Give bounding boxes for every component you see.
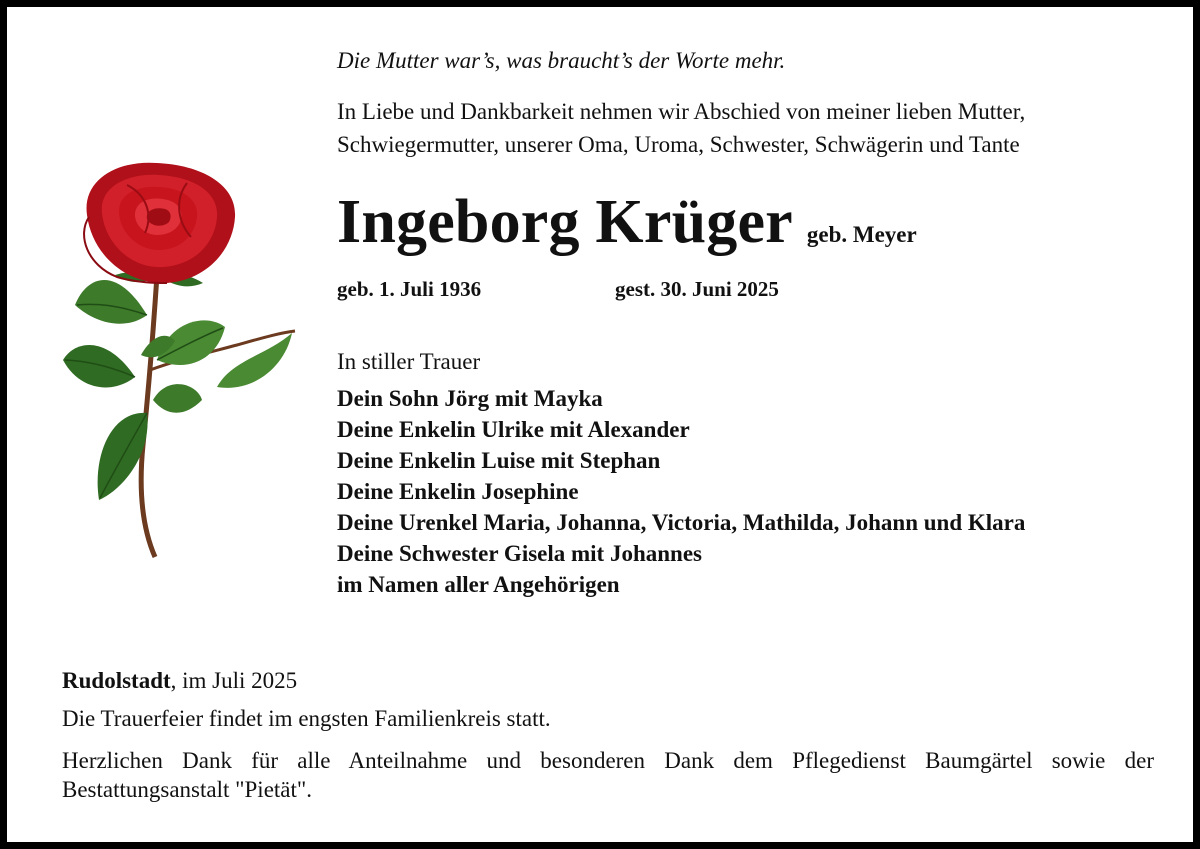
place-date (62, 666, 1154, 696)
mourners-list (337, 383, 1177, 600)
red-rose-image (57, 155, 299, 561)
footer (62, 666, 1154, 804)
thanks-text: Herzlichen Dank für alle Anteilnahme und besonderen Dank dem Pflegedienst Baumgärtel sowie der Bestattungsanstalt "Pietät". (62, 748, 1154, 802)
ceremony-text: Die Trauerfeier findet im engsten Familienkreis statt. (62, 706, 551, 731)
motto: Die Mutter war’s, was braucht’s der Worte mehr. (337, 48, 786, 73)
intro-text: In Liebe und Dankbarkeit nehmen wir Abschied von meiner lieben Mutter, Schwiegermutter, unserer Oma, Uroma, Schwester, Schwägerin und Tante (337, 99, 1026, 157)
mourner-item: Deine Schwester Gisela mit Johannes (337, 541, 703, 566)
date-suffix: , im Juli 2025 (170, 668, 298, 693)
life-dates (337, 277, 1177, 305)
mourning-label: In stiller Trauer (337, 349, 481, 374)
name-line (337, 188, 1177, 256)
deceased-name: Ingeborg Krüger (337, 188, 793, 256)
mourner-item: Dein Sohn Jörg mit Mayka (337, 386, 603, 411)
main-text (337, 45, 1177, 600)
mourner-item: Deine Enkelin Josephine (337, 479, 579, 504)
death-date: gest. 30. Juni 2025 (615, 277, 779, 301)
mourner-item: Deine Enkelin Ulrike mit Alexander (337, 417, 690, 442)
mourner-item: im Namen aller Angehörigen (337, 572, 620, 597)
birth-date: geb. 1. Juli 1936 (337, 277, 482, 301)
mourner-item: Deine Urenkel Maria, Johanna, Victoria, Mathilda, Johann und Klara (337, 510, 1026, 535)
mourner-item: Deine Enkelin Luise mit Stephan (337, 448, 661, 473)
birth-name: geb. Meyer (806, 222, 917, 247)
place: Rudolstadt (62, 668, 171, 693)
